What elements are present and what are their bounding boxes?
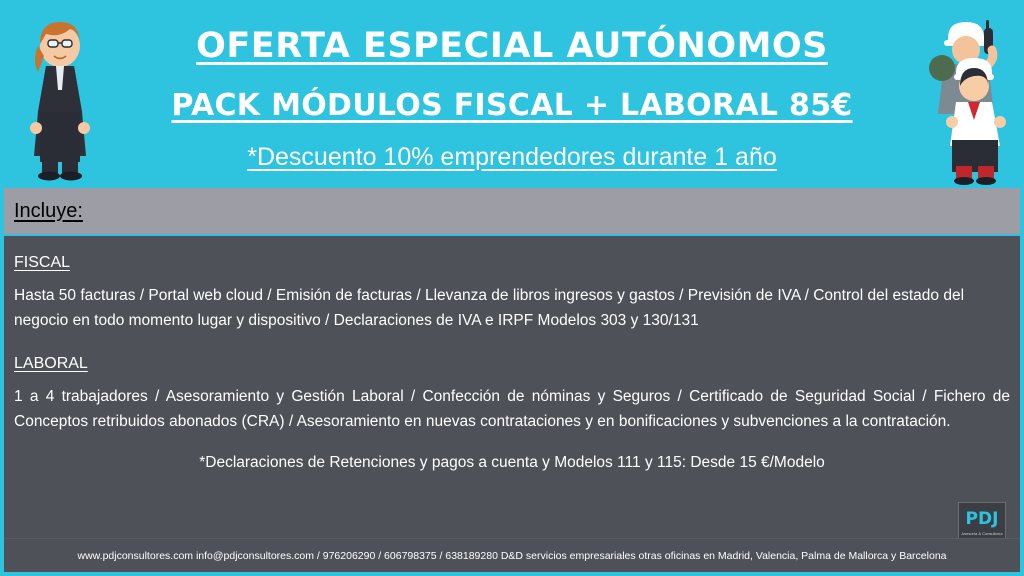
discount-note: *Descuento 10% emprendedores durante 1 año <box>247 143 777 171</box>
footer-contact-text: www.pdjconsultores.com info@pdjconsultores.com / 976206290 / 606798375 / 638189280 D&D servicios empresariales otras oficinas en Madrid, Valencia, Palma de Mallorca y Barcelona <box>77 549 947 562</box>
includes-label: Incluye: <box>14 199 83 222</box>
page-title: OFERTA ESPECIAL AUTÓNOMOS <box>196 26 828 66</box>
logo-subtitle: Asesoría & Consultoría <box>961 530 1003 536</box>
header-banner <box>4 4 1020 188</box>
section-text-fiscal: Hasta 50 facturas / Portal web cloud / Emisión de facturas / Llevanza de libros ingresos y gastos / Previsión de IVA / Control del estado del negocio en todo momento lugar y dispositivo / Declaraciones de IVA e IRPF Modelos 303 y 130/131 <box>14 287 965 329</box>
section-text-laboral: 1 a 4 trabajadores / Asesoramiento y Gestión Laboral / Confección de nóminas y Seguros / Certificado de Seguridad Social / Fichero de Conceptos retribuidos abonados (CRA) / Asesoramiento en nuevas contrataciones y en bonificaciones y subvenciones a la contratación. <box>14 388 1010 430</box>
content-body <box>4 236 1020 472</box>
logo-mark: PDJ <box>965 508 999 529</box>
includes-bar <box>4 188 1020 236</box>
section-fiscal <box>14 254 1010 333</box>
footnote-text: *Declaraciones de Retenciones y pagos a cuenta y Modelos 111 y 115: Desde 15 €/Modelo <box>199 454 825 471</box>
section-spacer <box>14 333 1010 355</box>
section-heading-fiscal: FISCAL <box>14 254 71 271</box>
section-laboral <box>14 355 1010 434</box>
footer-bar <box>4 538 1020 572</box>
page-subtitle: PACK MÓDULOS FISCAL + LABORAL 85€ <box>171 88 853 123</box>
workers-illustration <box>912 10 1016 185</box>
section-heading-laboral: LABORAL <box>14 355 88 372</box>
businesswoman-illustration <box>12 16 108 181</box>
